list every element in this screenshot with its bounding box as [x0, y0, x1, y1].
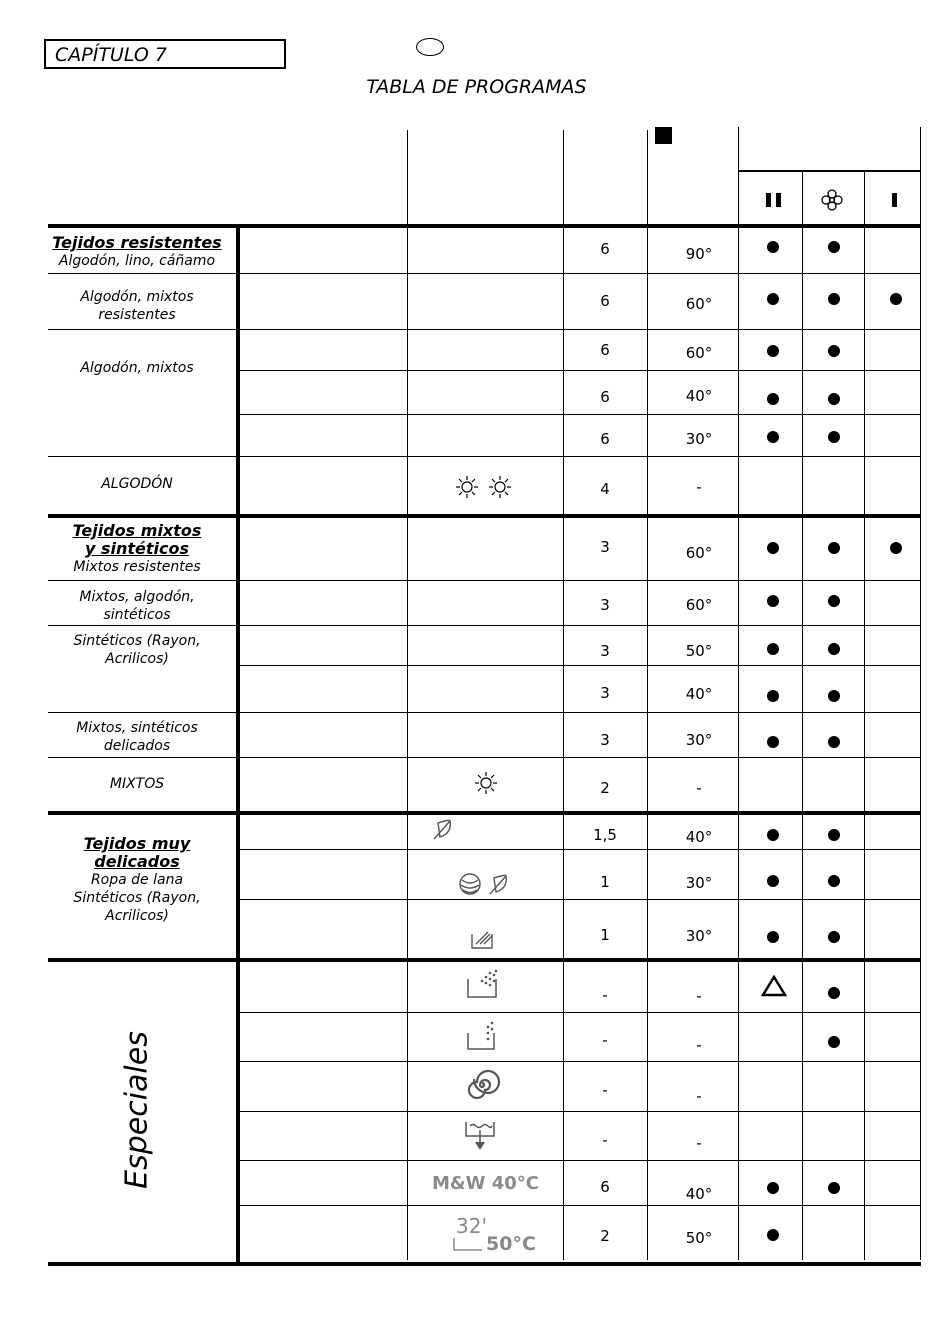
category-tejidos-muy-delicados: Tejidos muy delicados Ropa de lana Sintéticos (Rayon, Acrilicos) — [73, 834, 201, 924]
temperature: 40° — [685, 828, 713, 846]
drain-icon — [464, 1118, 498, 1152]
table-rule — [240, 849, 921, 850]
table-rule — [738, 127, 739, 1260]
softener-dot — [828, 1036, 840, 1048]
chapter-label: CAPÍTULO 7 — [44, 39, 286, 69]
table-rule — [48, 1262, 921, 1266]
temperature: - — [696, 779, 702, 797]
softener-flower-icon — [820, 188, 844, 212]
load-kg: 1 — [600, 926, 610, 944]
temperature: 60° — [685, 344, 713, 362]
load-kg: 6 — [600, 341, 610, 359]
table-rule — [236, 224, 240, 1264]
temperature: 60° — [685, 596, 713, 614]
softener-dot — [828, 431, 840, 443]
category-algodon-mixtos: Algodón, mixtos — [80, 360, 194, 376]
prewash-dot — [767, 1182, 779, 1194]
temperature: - — [696, 478, 702, 496]
table-rule — [48, 625, 236, 626]
temperature: - — [696, 1036, 702, 1054]
temperature: - — [696, 987, 702, 1005]
category-especiales: Especiales — [119, 1031, 155, 1189]
table-rule — [240, 1205, 921, 1206]
softener-rinse-icon — [466, 1019, 500, 1053]
temperature: - — [696, 1134, 702, 1152]
table-rule — [48, 712, 236, 713]
temperature: 40° — [685, 1185, 713, 1203]
table-rule — [48, 329, 236, 330]
load-kg: - — [602, 1031, 608, 1049]
quick-wash-time: 32' — [456, 1214, 487, 1238]
prewash-dot — [767, 293, 779, 305]
table-rule — [48, 958, 921, 962]
table-rule — [240, 456, 921, 457]
temperature: 30° — [685, 927, 713, 945]
load-kg: 2 — [600, 1227, 610, 1245]
load-kg: 1 — [600, 873, 610, 891]
prewash-bars-icon — [766, 193, 784, 207]
temperature: 30° — [685, 430, 713, 448]
temperature: 60° — [685, 295, 713, 313]
prewash-dot — [767, 345, 779, 357]
prewash-dot — [767, 1229, 779, 1241]
table-rule — [48, 224, 921, 228]
quick-wash-temp: 50°C — [486, 1233, 536, 1255]
softener-dot — [828, 1182, 840, 1194]
page-title: TABLA DE PROGRAMAS — [366, 76, 587, 98]
load-kg: 3 — [600, 684, 610, 702]
table-rule — [48, 273, 236, 274]
temperature: 60° — [685, 544, 713, 562]
rinse-icon — [466, 967, 500, 1001]
prewash-dot — [767, 393, 779, 405]
wash-bar-icon — [892, 193, 897, 207]
load-kg: 6 — [600, 292, 610, 310]
prewash-dot — [767, 431, 779, 443]
category-tejidos-mixtos: Tejidos mixtos y sintéticos Mixtos resistentes — [72, 521, 202, 575]
table-rule — [48, 456, 236, 457]
hand-wash-icon — [470, 924, 498, 952]
softener-dot — [828, 241, 840, 253]
category-mixtos: MIXTOS — [109, 776, 165, 792]
table-rule — [240, 273, 921, 274]
temperature: 90° — [685, 245, 713, 263]
softener-dot — [828, 987, 840, 999]
category-tejidos-resistentes: Tejidos resistentes Algodón, lino, cáñamo — [52, 233, 222, 269]
prewash-dot — [767, 690, 779, 702]
mw-40-label: M&W 40°C — [432, 1173, 539, 1194]
softener-dot — [828, 643, 840, 655]
feather-icon — [430, 817, 454, 843]
table-rule — [48, 514, 921, 518]
category-mixtos-algodon-sinteticos: Mixtos, algodón, sintéticos — [79, 589, 195, 623]
category-mixtos-sinteticos-delicados: Mixtos, sintéticos delicados — [76, 720, 198, 754]
softener-dot — [828, 931, 840, 943]
softener-dot — [828, 875, 840, 887]
table-rule — [407, 130, 408, 1260]
table-rule — [240, 414, 921, 415]
table-rule — [920, 127, 921, 1260]
language-circle-icon — [416, 38, 444, 56]
table-rule — [802, 170, 803, 1260]
feather-icon — [486, 872, 510, 898]
load-kg: 3 — [600, 731, 610, 749]
softener-dot — [828, 690, 840, 702]
wash-dot — [890, 293, 902, 305]
load-kg: 6 — [600, 388, 610, 406]
temperature: 40° — [685, 685, 713, 703]
load-kg: 1,5 — [593, 826, 617, 844]
table-rule — [240, 370, 921, 371]
temperature: 30° — [685, 731, 713, 749]
softener-dot — [828, 293, 840, 305]
table-rule — [240, 625, 921, 626]
softener-dot — [828, 736, 840, 748]
temperature: 30° — [685, 874, 713, 892]
prewash-dot — [767, 875, 779, 887]
table-rule — [240, 1111, 921, 1112]
category-sinteticos-rayon: Sintéticos (Rayon, Acrilicos) — [73, 633, 201, 667]
table-rule — [240, 665, 921, 666]
softener-dot — [828, 393, 840, 405]
prewash-dot — [767, 931, 779, 943]
triangle-icon — [760, 974, 788, 998]
softener-dot — [828, 345, 840, 357]
table-rule — [240, 757, 921, 758]
load-kg: - — [602, 986, 608, 1004]
prewash-dot — [767, 595, 779, 607]
category-algodon-mixtos-resistentes: Algodón, mixtos resistentes — [80, 289, 194, 323]
table-rule — [864, 170, 865, 1260]
prewash-dot — [767, 542, 779, 554]
table-rule — [563, 130, 564, 1260]
wash-dot — [890, 542, 902, 554]
temperature: 40° — [685, 387, 713, 405]
table-rule — [240, 580, 921, 581]
table-rule — [647, 130, 648, 1260]
quick-wash-tub-icon — [452, 1238, 484, 1252]
load-kg: - — [602, 1081, 608, 1099]
table-rule — [240, 329, 921, 330]
load-kg: 6 — [600, 240, 610, 258]
spin-icon — [465, 1068, 499, 1102]
temperature: 50° — [685, 642, 713, 660]
load-kg: 2 — [600, 779, 610, 797]
dry-sun-icon — [488, 475, 512, 499]
table-rule — [240, 1160, 921, 1161]
table-rule — [240, 1061, 921, 1062]
load-kg: 3 — [600, 642, 610, 660]
category-algodon: ALGODÓN — [101, 476, 173, 492]
dry-sun-icon — [455, 475, 479, 499]
softener-dot — [828, 595, 840, 607]
prewash-dot — [767, 643, 779, 655]
temperature: 50° — [685, 1229, 713, 1247]
table-rule — [240, 1012, 921, 1013]
load-kg: 6 — [600, 430, 610, 448]
load-kg: 4 — [600, 480, 610, 498]
prewash-dot — [767, 736, 779, 748]
dry-sun-icon — [474, 771, 498, 795]
load-kg: 3 — [600, 538, 610, 556]
square-icon — [655, 127, 672, 144]
table-rule — [738, 170, 921, 172]
table-rule — [240, 712, 921, 713]
load-kg: 6 — [600, 1178, 610, 1196]
softener-dot — [828, 829, 840, 841]
prewash-dot — [767, 829, 779, 841]
wool-icon — [458, 872, 482, 896]
table-rule — [48, 580, 236, 581]
softener-dot — [828, 542, 840, 554]
load-kg: 3 — [600, 596, 610, 614]
prewash-dot — [767, 241, 779, 253]
table-rule — [48, 757, 236, 758]
temperature: - — [696, 1087, 702, 1105]
table-rule — [240, 899, 921, 900]
load-kg: - — [602, 1131, 608, 1149]
table-rule — [48, 811, 921, 815]
